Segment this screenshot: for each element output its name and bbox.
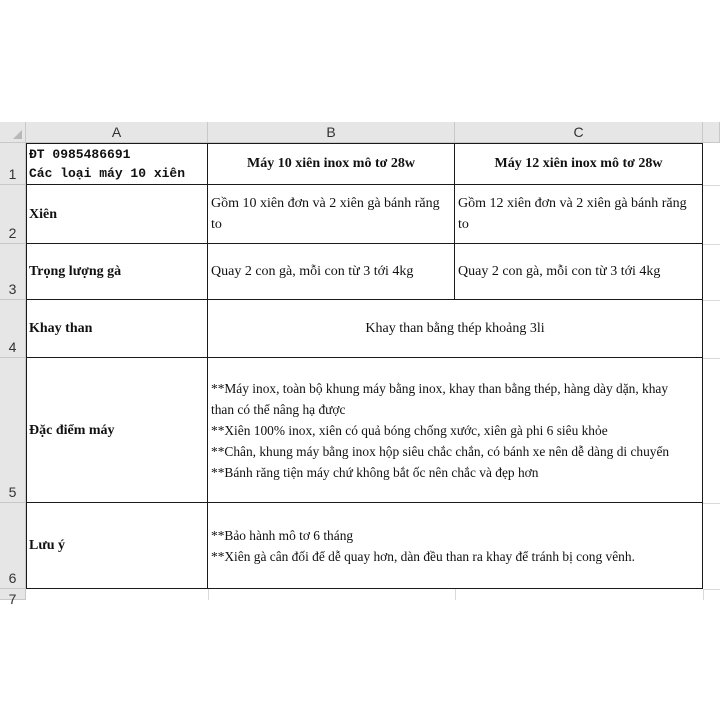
cell-a6[interactable] bbox=[26, 503, 208, 589]
spreadsheet-grid bbox=[0, 122, 720, 607]
row-header-1[interactable]: 1 bbox=[0, 143, 26, 185]
cell-c1[interactable] bbox=[455, 143, 703, 185]
cell-a4-text: Khay than bbox=[29, 321, 93, 336]
column-header-d[interactable] bbox=[703, 122, 720, 143]
cell-c2[interactable] bbox=[455, 185, 703, 244]
cell-c2-text: Gồm 12 xiên đơn và 2 xiên gà bánh răng to bbox=[458, 196, 687, 232]
column-header-c[interactable]: C bbox=[455, 122, 703, 143]
cell-a1[interactable] bbox=[26, 143, 208, 185]
cell-b1-text: Máy 10 xiên inox mô tơ 28w bbox=[247, 156, 415, 171]
cell-b3-text: Quay 2 con gà, mỗi con từ 3 tới 4kg bbox=[211, 264, 414, 279]
cell-a2-text: Xiên bbox=[29, 206, 57, 222]
cell-a5[interactable] bbox=[26, 358, 208, 503]
row-header-3[interactable]: 3 bbox=[0, 244, 26, 300]
row-header-7[interactable]: 7 bbox=[0, 589, 26, 600]
cell-b4-merged[interactable] bbox=[208, 300, 703, 358]
select-all-triangle-icon bbox=[13, 130, 22, 139]
select-all-corner[interactable] bbox=[0, 122, 26, 143]
cell-c3[interactable] bbox=[455, 244, 703, 300]
cell-a3[interactable] bbox=[26, 244, 208, 300]
cell-b6-merged[interactable] bbox=[208, 503, 703, 589]
cell-a4[interactable] bbox=[26, 300, 208, 358]
row-header-6[interactable]: 6 bbox=[0, 503, 26, 589]
cell-a5-text: Đặc điểm máy bbox=[29, 422, 115, 438]
cell-b6-text: **Bảo hành mô tơ 6 tháng **Xiên gà cân đối để dễ quay hơn, dàn đều than ra khay để tránh bị cong vênh. bbox=[211, 527, 635, 564]
cell-c1-text: Máy 12 xiên inox mô tơ 28w bbox=[494, 156, 663, 171]
cell-a2[interactable] bbox=[26, 185, 208, 244]
column-header-b[interactable]: B bbox=[208, 122, 455, 143]
cell-b5-merged[interactable] bbox=[208, 358, 703, 503]
cell-b4-text: Khay than bằng thép khoảng 3li bbox=[365, 321, 545, 336]
cell-b1[interactable] bbox=[208, 143, 455, 185]
cell-b5-text: **Máy inox, toàn bộ khung máy bằng inox, khay than bằng thép, hàng dày dặn, khay than có thể nâng hạ được **Xiên 100% inox, xiên có quả bóng chống xước, xiên gà phi 6 siêu khỏe **Chân, khung máy bằng inox hộp siêu chắc chắn, có bánh xe nên dễ dàng di chuyển **Bánh răng tiện máy chứ không bắt ốc nên chắc và đẹp hơn bbox=[211, 380, 670, 480]
cell-b2-text: Gồm 10 xiên đơn và 2 xiên gà bánh răng to bbox=[211, 196, 440, 232]
column-header-a[interactable]: A bbox=[26, 122, 208, 143]
cell-b2[interactable] bbox=[208, 185, 455, 244]
cell-c3-text: Quay 2 con gà, mỗi con từ 3 tới 4kg bbox=[458, 264, 661, 279]
cell-a6-text: Lưu ý bbox=[29, 538, 66, 553]
row-header-5[interactable]: 5 bbox=[0, 358, 26, 503]
row-header-4[interactable]: 4 bbox=[0, 300, 26, 358]
cell-a3-text: Trọng lượng gà bbox=[29, 264, 122, 279]
cell-b3[interactable] bbox=[208, 244, 455, 300]
cell-a1-text: ĐT 0985486691 Các loại máy 10 xiên bbox=[29, 146, 186, 181]
row-header-2[interactable]: 2 bbox=[0, 185, 26, 244]
